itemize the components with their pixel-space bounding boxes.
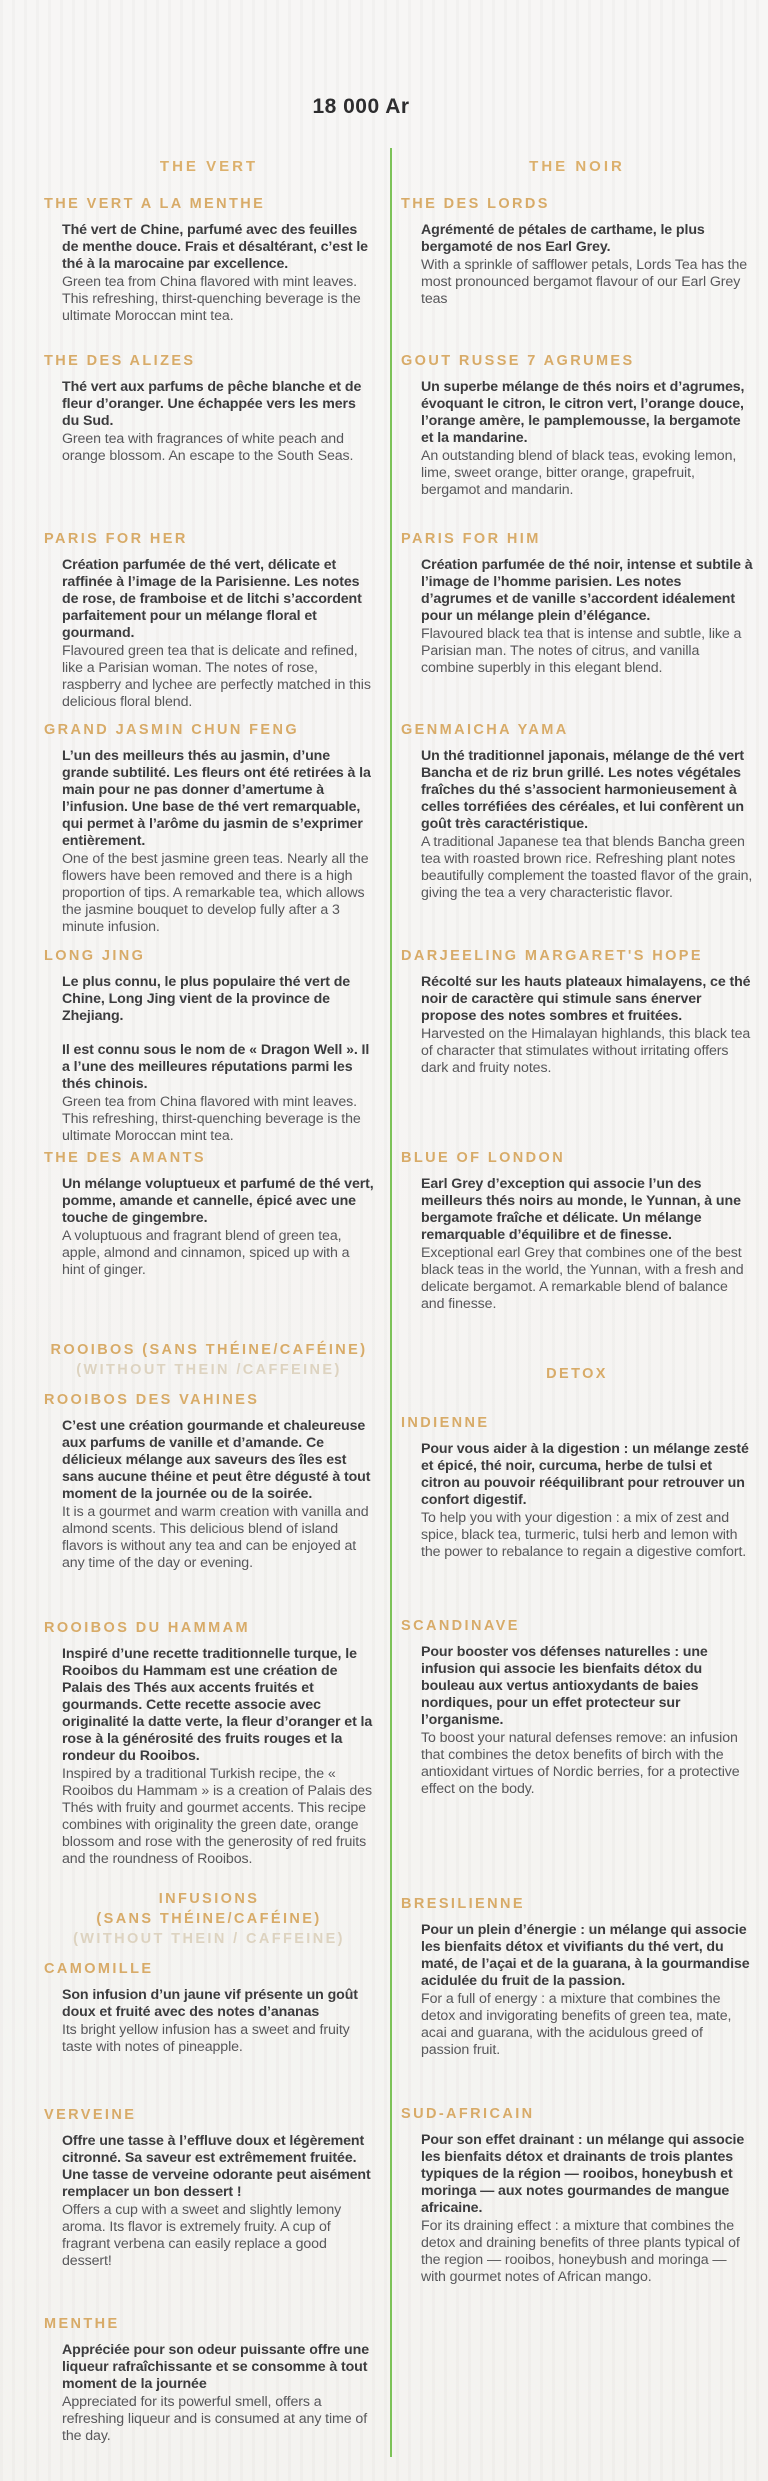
entry-title: GENMAICHA YAMA xyxy=(401,722,569,738)
column-the-vert xyxy=(44,0,374,2481)
entry-text-fr: Le plus connu, le plus populaire thé vert de Chine, Long Jing vient de la province de Zhejiang. xyxy=(62,974,351,1024)
entry-text-en: Green tea with fragrances of white peach and orange blossom. An escape to the South Seas. xyxy=(62,431,354,464)
entry-text-en: Green tea from China flavored with mint leaves. This refreshing, thirst-quenching beverage is the ultimate Moroccan mint tea. xyxy=(62,1094,361,1144)
entry-text-en: Flavoured green tea that is delicate and refined, like a Parisian woman. The notes of rose, raspberry and lychee are perfectly matched in this delicious floral blend. xyxy=(62,643,371,710)
entry-title: BLUE OF LONDON xyxy=(401,1150,566,1166)
entry-text-fr: Création parfumée de thé noir, intense et subtile à l’image de l’homme parisien. Les notes d’agrumes et de vanille s’accordent idéalement pour un mélange plein d’élégance. xyxy=(421,557,753,624)
entry-title: SCANDINAVE xyxy=(401,1618,520,1634)
entry-the-des-lords xyxy=(401,196,753,308)
price-label: 18 000 Ar xyxy=(312,95,410,118)
entry-text-en: For a full of energy : a mixture that combines the detox and invigorating benefits of green tea, mate, acai and guarana, with the acidulous greed of passion fruit. xyxy=(421,1991,732,2058)
entry-the-vert-a-la-menthe xyxy=(44,196,374,325)
entry-text-en: Exceptional earl Grey that combines one of the best black teas in the world, the Yunnan, with a fresh and delicate bergamot. A remarkable blend of balance and finesse. xyxy=(421,1245,744,1312)
entry-camomille xyxy=(44,1961,374,2056)
entry-long-jing xyxy=(44,948,374,1145)
entry-text-fr: Earl Grey d’exception qui associe l’un des meilleurs thés noirs au monde, le Yunnan, à une bergamote fraîche et délicate. Un mélange remarquable d’équilibre et de finesse. xyxy=(421,1176,741,1243)
section-header-infusions xyxy=(44,1889,374,1949)
entry-darjeeling-margarets-hope xyxy=(401,948,753,1077)
entry-text-fr: Son infusion d’un jaune vif présente un goût doux et fruité avec des notes d’ananas xyxy=(62,1987,358,2020)
entry-title: THE DES AMANTS xyxy=(44,1150,206,1166)
entry-text-en: An outstanding blend of black teas, evoking lemon, lime, sweet orange, bitter orange, grapefruit, bergamot and mandarin. xyxy=(421,448,737,498)
entry-text-en: One of the best jasmine green teas. Nearly all the flowers have been removed and there is a high proportion of tips. A remarkable tea, which allows the jasmine bouquet to develop fully after a 3 minute infusion. xyxy=(62,851,369,935)
entry-text-fr: Agrémenté de pétales de carthame, le plus bergamoté de nos Earl Grey. xyxy=(421,222,705,255)
section-header-subline: (WITHOUT THEIN / CAFFEINE) xyxy=(73,1931,345,1947)
entry-text-fr: Inspiré d’une recette traditionnelle turque, le Rooibos du Hammam est une création de Palais des Thés aux accents fruités et gourmands. Cette recette associe avec originalité la datte verte, la fleur d’oranger et la rose à la générosité des fruits rouges et la rondeur du Rooibos. xyxy=(62,1646,373,1764)
entry-text-fr: Pour un plein d’énergie : un mélange qui associe les bienfaits détox et vivifiants du thé vert, du maté, de l’açai et de la guarana, à la gourmandise acidulée du fruit de la passion. xyxy=(421,1922,750,1989)
column-the-noir xyxy=(401,0,753,2481)
entry-blue-of-london xyxy=(401,1150,753,1313)
entry-title: VERVEINE xyxy=(44,2107,137,2123)
entry-text-en: Appreciated for its powerful smell, offers a refreshing liqueur and is consumed at any time of the day. xyxy=(62,2394,368,2444)
entry-bresilienne xyxy=(401,1896,753,2059)
entry-paris-for-her xyxy=(44,531,374,711)
section-header-line: DETOX xyxy=(546,1366,608,1382)
entry-text-fr: Un thé traditionnel japonais, mélange de thé vert Bancha et de riz brun grillé. Les notes végétales fraîches du thé s’associent harmonieusement à celles torréfiées des céréales, et lui confèrent un goût très caractéristique. xyxy=(421,748,745,832)
entry-text-en: Its bright yellow infusion has a sweet and fruity taste with notes of pineapple. xyxy=(62,2022,350,2055)
section-header-detox xyxy=(401,1364,753,1384)
entry-text-en: For its draining effect : a mixture that combines the detox and draining benefits of three plants typical of the region — rooibos, honeybush and moringa — with gourmet notes of African mango. xyxy=(421,2218,740,2285)
section-header-subline: (WITHOUT THEIN /CAFFEINE) xyxy=(76,1362,342,1378)
entry-title: GRAND JASMIN CHUN FENG xyxy=(44,722,299,738)
entry-title: THE DES LORDS xyxy=(401,196,550,212)
entry-text-fr: Pour booster vos défenses naturelles : une infusion qui associe les bienfaits détox du bouleau aux vertus antioxydants de baies nordiques, pour un effet protecteur sur l’organisme. xyxy=(421,1644,708,1728)
section-header-line: ROOIBOS (SANS THÉINE/CAFÉINE) xyxy=(50,1342,368,1358)
entry-indienne xyxy=(401,1415,753,1561)
entry-scandinave xyxy=(401,1618,753,1798)
section-header-line: INFUSIONS xyxy=(158,1891,260,1907)
entry-title: THE DES ALIZES xyxy=(44,353,196,369)
entry-text-fr: Offre une tasse à l’effluve doux et légèrement citronné. Sa saveur est extrêmement fruitée. Une tasse de verveine odorante peut aisément remplacer un bon dessert ! xyxy=(62,2133,371,2200)
entry-text-fr-2: Il est connu sous le nom de « Dragon Well ». Il a l’une des meilleures réputations parmi les thés chinois. xyxy=(62,1042,370,1092)
entry-text-fr: L’un des meilleurs thés au jasmin, d’une grande subtilité. Les fleurs ont été retirées à la main pour ne pas donner d’amertume à l’infusion. Une base de thé vert remarquable, qui permet à l’arôme du jasmin de s’exprimer entièrement. xyxy=(62,748,371,849)
entry-gout-russe-7-agrumes xyxy=(401,353,753,499)
column-title-the-vert: THE VERT xyxy=(159,158,259,175)
entry-text-en: With a sprinkle of safflower petals, Lords Tea has the most pronounced bergamot flavour of our Earl Grey teas xyxy=(421,257,748,307)
entry-title: PARIS FOR HIM xyxy=(401,531,541,547)
entry-title: ROOIBOS DU HAMMAM xyxy=(44,1620,250,1636)
entry-text-fr: Un mélange voluptueux et parfumé de thé vert, pomme, amande et cannelle, épicé avec une touche de gingembre. xyxy=(62,1176,374,1226)
entry-text-en: Harvested on the Himalayan highlands, this black tea of character that stimulates without irritating offers dark and fruity notes. xyxy=(421,1026,751,1076)
column-title-the-noir: THE NOIR xyxy=(529,158,625,175)
entry-title: MENTHE xyxy=(44,2316,120,2332)
entry-text-fr: Pour vous aider à la digestion : un mélange zesté et épicé, thé noir, curcuma, herbe de tulsi et citron au pouvoir rééquilibrant pour retrouver un confort digestif. xyxy=(421,1441,749,1508)
entry-text-en: It is a gourmet and warm creation with vanilla and almond scents. This delicious blend of island flavors is without any tea and can be enjoyed at any time of the day or evening. xyxy=(62,1504,369,1571)
entry-text-fr: Pour son effet drainant : un mélange qui associe les bienfaits détox et drainants de trois plantes typiques de la région — rooibos, honeybush et moringa — aux notes gourmandes de mangue africaine. xyxy=(421,2132,745,2216)
entry-text-en: A voluptuous and fragrant blend of green tea, apple, almond and cinnamon, spiced up with a hint of ginger. xyxy=(62,1228,350,1278)
section-header-line: (SANS THÉINE/CAFÉINE) xyxy=(96,1911,322,1927)
section-header-rooibos xyxy=(44,1340,374,1380)
entry-rooibos-du-hammam xyxy=(44,1620,374,1868)
entry-the-des-amants xyxy=(44,1150,374,1279)
entry-title: INDIENNE xyxy=(401,1415,490,1431)
entry-title: GOUT RUSSE 7 AGRUMES xyxy=(401,353,635,369)
entry-title: ROOIBOS DES VAHINES xyxy=(44,1392,260,1408)
entry-sud-africain xyxy=(401,2106,753,2286)
entry-title: BRESILIENNE xyxy=(401,1896,525,1912)
entry-text-fr: Thé vert aux parfums de pêche blanche et de fleur d’oranger. Une échappée vers les mers du Sud. xyxy=(62,379,362,429)
entry-text-en: A traditional Japanese tea that blends Bancha green tea with roasted brown rice. Refreshing plant notes beautifully complement the toasted flavor of the grain, giving the tea a very characteristic flavor. xyxy=(421,834,753,901)
entry-rooibos-des-vahines xyxy=(44,1392,374,1572)
entry-text-fr: Appréciée pour son odeur puissante offre une liqueur rafraîchissante et se consomme à tout moment de la journée xyxy=(62,2342,369,2392)
entry-text-en: Flavoured black tea that is intense and subtle, like a Parisian man. The notes of citrus, and vanilla combine superbly in this elegant blend. xyxy=(421,626,742,676)
entry-paris-for-him xyxy=(401,531,753,677)
entry-text-fr: C’est une création gourmande et chaleureuse aux parfums de vanille et d’amande. Ce délicieux mélange aux saveurs des îles est sans aucune théine et peut être dégusté à tout moment de la journée ou de la soirée. xyxy=(62,1418,371,1502)
entry-text-fr: Récolté sur les hauts plateaux himalayens, ce thé noir de caractère qui stimule sans énerver propose des notes sombres et fruitées. xyxy=(421,974,751,1024)
entry-text-en: Offers a cup with a sweet and slightly lemony aroma. Its flavor is extremely fruity. A cup of fragrant verbena can easily replace a good dessert! xyxy=(62,2202,342,2269)
entry-text-fr: Un superbe mélange de thés noirs et d’agrumes, évoquant le citron, le citron vert, l’orange douce, l’orange amère, le pamplemousse, la bergamote et la mandarine. xyxy=(421,379,745,446)
entry-text-fr: Thé vert de Chine, parfumé avec des feuilles de menthe douce. Frais et désaltérant, c’est le thé à la marocaine par excellence. xyxy=(62,222,368,272)
entry-title: THE VERT A LA MENTHE xyxy=(44,196,266,212)
column-divider xyxy=(390,148,392,2457)
entry-text-en: To help you with your digestion : a mix of zest and spice, black tea, turmeric, tulsi herb and lemon with the power to rebalance to regain a digestive comfort. xyxy=(421,1510,747,1560)
entry-genmaicha-yama xyxy=(401,722,753,902)
entry-title: PARIS FOR HER xyxy=(44,531,188,547)
entry-title: DARJEELING MARGARET'S HOPE xyxy=(401,948,703,964)
entry-title: SUD-AFRICAIN xyxy=(401,2106,535,2122)
entry-text-en: Inspired by a traditional Turkish recipe, the « Rooibos du Hammam » is a creation of Palais des Thés with fruity and gourmet accents. This recipe combines with originality the green date, orange blossom and rose with the generosity of red fruits and the roundness of Rooibos. xyxy=(62,1766,372,1867)
entry-title: LONG JING xyxy=(44,948,146,964)
entry-text-fr: Création parfumée de thé vert, délicate et raffinée à l’image de la Parisienne. Les notes de rose, de framboise et de litchi s’accordent parfaitement pour un mélange floral et gourmand. xyxy=(62,557,362,641)
entry-the-des-alizes xyxy=(44,353,374,465)
entry-grand-jasmin-chun-feng xyxy=(44,722,374,936)
entry-verveine xyxy=(44,2107,374,2270)
entry-text-en: Green tea from China flavored with mint leaves. This refreshing, thirst-quenching beverage is the ultimate Moroccan mint tea. xyxy=(62,274,361,324)
entry-text-en: To boost your natural defenses remove: an infusion that combines the detox benefits of birch with the antioxidant virtues of Nordic berries, for a protective effect on the body. xyxy=(421,1730,740,1797)
entry-menthe xyxy=(44,2316,374,2445)
entry-title: CAMOMILLE xyxy=(44,1961,154,1977)
